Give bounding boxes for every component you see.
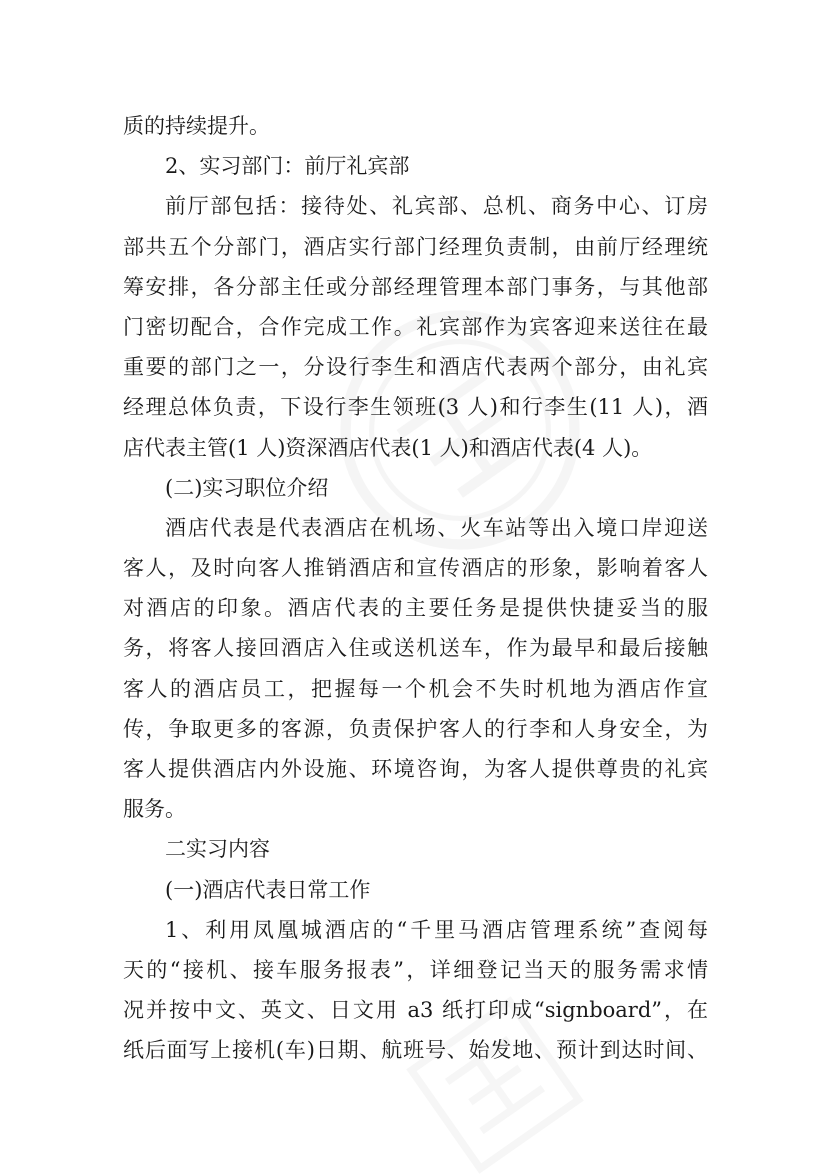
text-line: 客人，及时向客人推销酒店和宣传酒店的形象，影响着客人	[123, 556, 708, 581]
text-line: 1、利用凤凰城酒店的“千里马酒店管理系统”查阅每	[165, 917, 708, 942]
text-line: 质的持续提升。	[123, 114, 270, 138]
text-line: 对酒店的印象。酒店代表的主要任务是提供快捷妥当的服	[123, 596, 708, 621]
text-line: 经理总体负责，下设行李生领班(3 人)和行李生(11 人)，酒	[123, 395, 708, 420]
section-heading-daily-work: (一)酒店代表日常工作	[165, 877, 371, 902]
text-line: 门密切配合，合作完成工作。礼宾部作为宾客迎来送往在最	[123, 314, 708, 339]
section-heading-internship-department: 2、实习部门：前厅礼宾部	[165, 154, 410, 179]
text-line: 务，将客人接回酒店入住或送机送车，作为最早和最后接触	[123, 636, 708, 661]
text-line: 店代表主管(1 人)资深酒店代表(1 人)和酒店代表(4 人)。	[123, 435, 653, 460]
section-heading-internship-content: 二实习内容	[165, 837, 270, 862]
text-line: 重要的部门之一，分设行李生和酒店代表两个部分，由礼宾	[123, 355, 708, 380]
text-line: 客人的酒店员工，把握每一个机会不失时机地为酒店作宣	[123, 676, 708, 701]
text-line: 传，争取更多的客源，负责保护客人的行李和人身安全，为	[123, 716, 708, 741]
text-line: 服务。	[123, 797, 186, 822]
text-line: 酒店代表是代表酒店在机场、火车站等出入境口岸迎送	[165, 515, 708, 540]
text-line: 天的“接机、接车服务报表”，详细登记当天的服务需求情	[123, 957, 708, 982]
text-line: 纸后面写上接机(车)日期、航班号、始发地、预计到达时间、	[123, 1038, 708, 1063]
text-line: 前厅部包括：接待处、礼宾部、总机、商务中心、订房	[165, 194, 708, 219]
section-heading-position-intro: (二)实习职位介绍	[165, 475, 329, 500]
document-body	[123, 106, 708, 1071]
text-line: 况并按中文、英文、日文用 a3 纸打印成“signboard”，在	[123, 998, 708, 1023]
text-line: 客人提供酒店内外设施、环境咨询，为客人提供尊贵的礼宾	[123, 757, 708, 781]
text-line: 筹安排，各分部主任或分部经理管理本部门事务，与其他部	[123, 274, 708, 299]
text-line: 部共五个分部门，酒店实行部门经理负责制，由前厅经理统	[123, 234, 708, 259]
